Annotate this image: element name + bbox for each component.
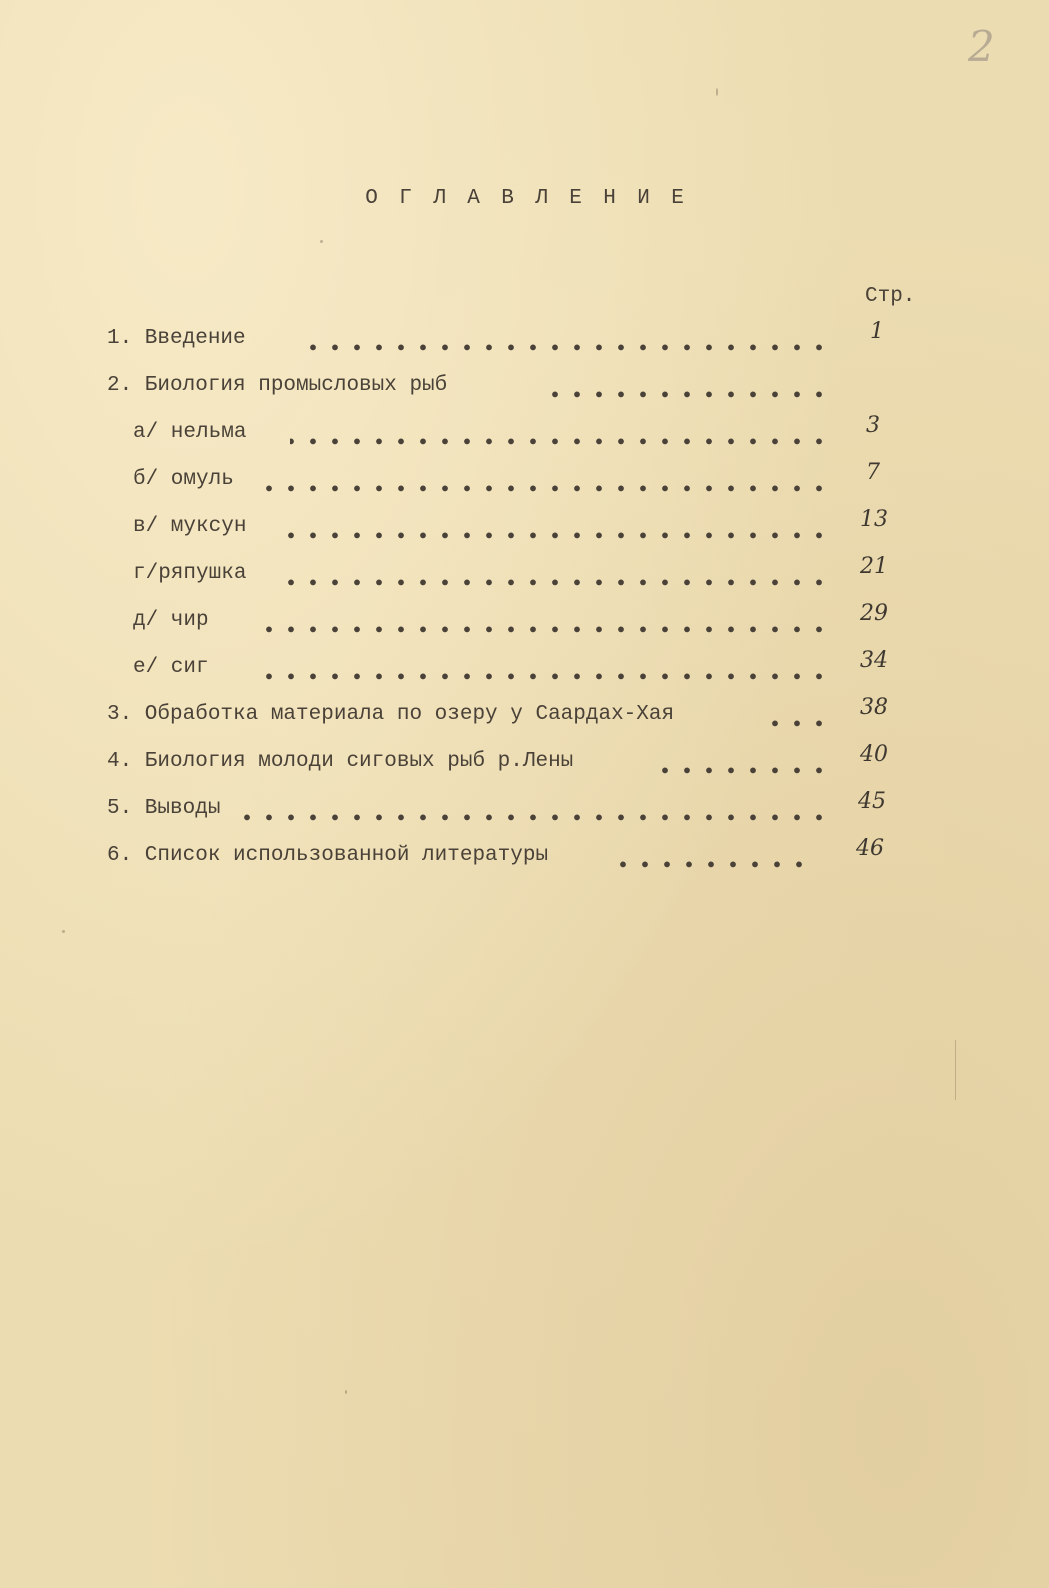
dot-leader: [240, 797, 830, 827]
title-letter: Г: [399, 187, 412, 210]
toc-entry-label: 5. Выводы: [107, 797, 221, 820]
toc-entry: [0, 507, 1049, 545]
toc-entry: [0, 460, 1049, 498]
paper-crease: [955, 1040, 956, 1100]
paper-speck: [345, 1390, 347, 1394]
toc-entry-page: 7: [866, 460, 880, 485]
dot-leader: [300, 327, 830, 357]
title-letter: Е: [569, 187, 582, 210]
toc-entry-label: а/ нельма: [133, 421, 247, 444]
dot-leader: [258, 468, 830, 498]
toc-entry-page: 21: [860, 554, 888, 579]
toc-entry-label: б/ омуль: [133, 468, 234, 491]
toc-entry-label: д/ чир: [133, 609, 209, 632]
toc-entry-label: 4. Биология молоди сиговых рыб р.Лены: [107, 750, 574, 773]
dot-leader: [290, 421, 830, 451]
title-letter: О: [365, 187, 378, 210]
toc-entry: [0, 374, 1049, 404]
toc-entry-label: е/ сиг: [133, 656, 209, 679]
title-letter: А: [467, 187, 480, 210]
paper-speck: [320, 240, 323, 243]
toc-entry-page: 1: [870, 319, 884, 344]
dot-leader: [272, 515, 830, 545]
dot-leader: [272, 562, 830, 592]
toc-entry-page: 40: [860, 742, 888, 767]
toc-entry-label: 2. Биология промысловых рыб: [107, 374, 448, 397]
toc-entry-page: 29: [860, 601, 888, 626]
dot-leader: [654, 750, 830, 780]
page-title: [0, 187, 1049, 210]
toc-entry-label: г/ряпушка: [133, 562, 247, 585]
toc-entry-page: 3: [866, 413, 880, 438]
toc-entry-label: в/ муксун: [133, 515, 247, 538]
toc-entry-page: 38: [860, 695, 888, 720]
paper-speck: [62, 930, 65, 933]
toc-entry: [0, 742, 1049, 780]
dot-leader: [540, 374, 830, 404]
toc-entry: [0, 554, 1049, 592]
toc-entry-label: 1. Введение: [107, 327, 246, 350]
title-letter: Е: [671, 187, 684, 210]
toc-entry: [0, 836, 1049, 874]
toc-entry: [0, 319, 1049, 357]
toc-entry-page: 45: [858, 789, 886, 814]
toc-entry: [0, 648, 1049, 686]
toc-entry-label: 6. Список использованной литературы: [107, 844, 549, 867]
toc-entry-label: 3. Обработка материала по озеру у Саардах-Хая: [107, 703, 675, 726]
paper-speck: [716, 88, 718, 96]
page-column-header: Стр.: [865, 285, 916, 308]
toc-entry-page: 46: [856, 836, 884, 861]
title-letter: Л: [535, 187, 548, 210]
sheet-number: 2: [968, 22, 995, 71]
toc-entry: [0, 789, 1049, 827]
title-letter: И: [637, 187, 650, 210]
toc-entry: [0, 413, 1049, 451]
toc-entry: [0, 601, 1049, 639]
toc-entry-page: 13: [860, 507, 888, 532]
title-letter: В: [501, 187, 514, 210]
dot-leader: [610, 844, 810, 874]
toc-entry-page: 34: [860, 648, 888, 673]
dot-leader: [764, 703, 830, 733]
dot-leader: [258, 656, 830, 686]
dot-leader: [258, 609, 830, 639]
title-letter: Л: [433, 187, 446, 210]
title-letter: Н: [603, 187, 616, 210]
toc-entry: [0, 695, 1049, 733]
